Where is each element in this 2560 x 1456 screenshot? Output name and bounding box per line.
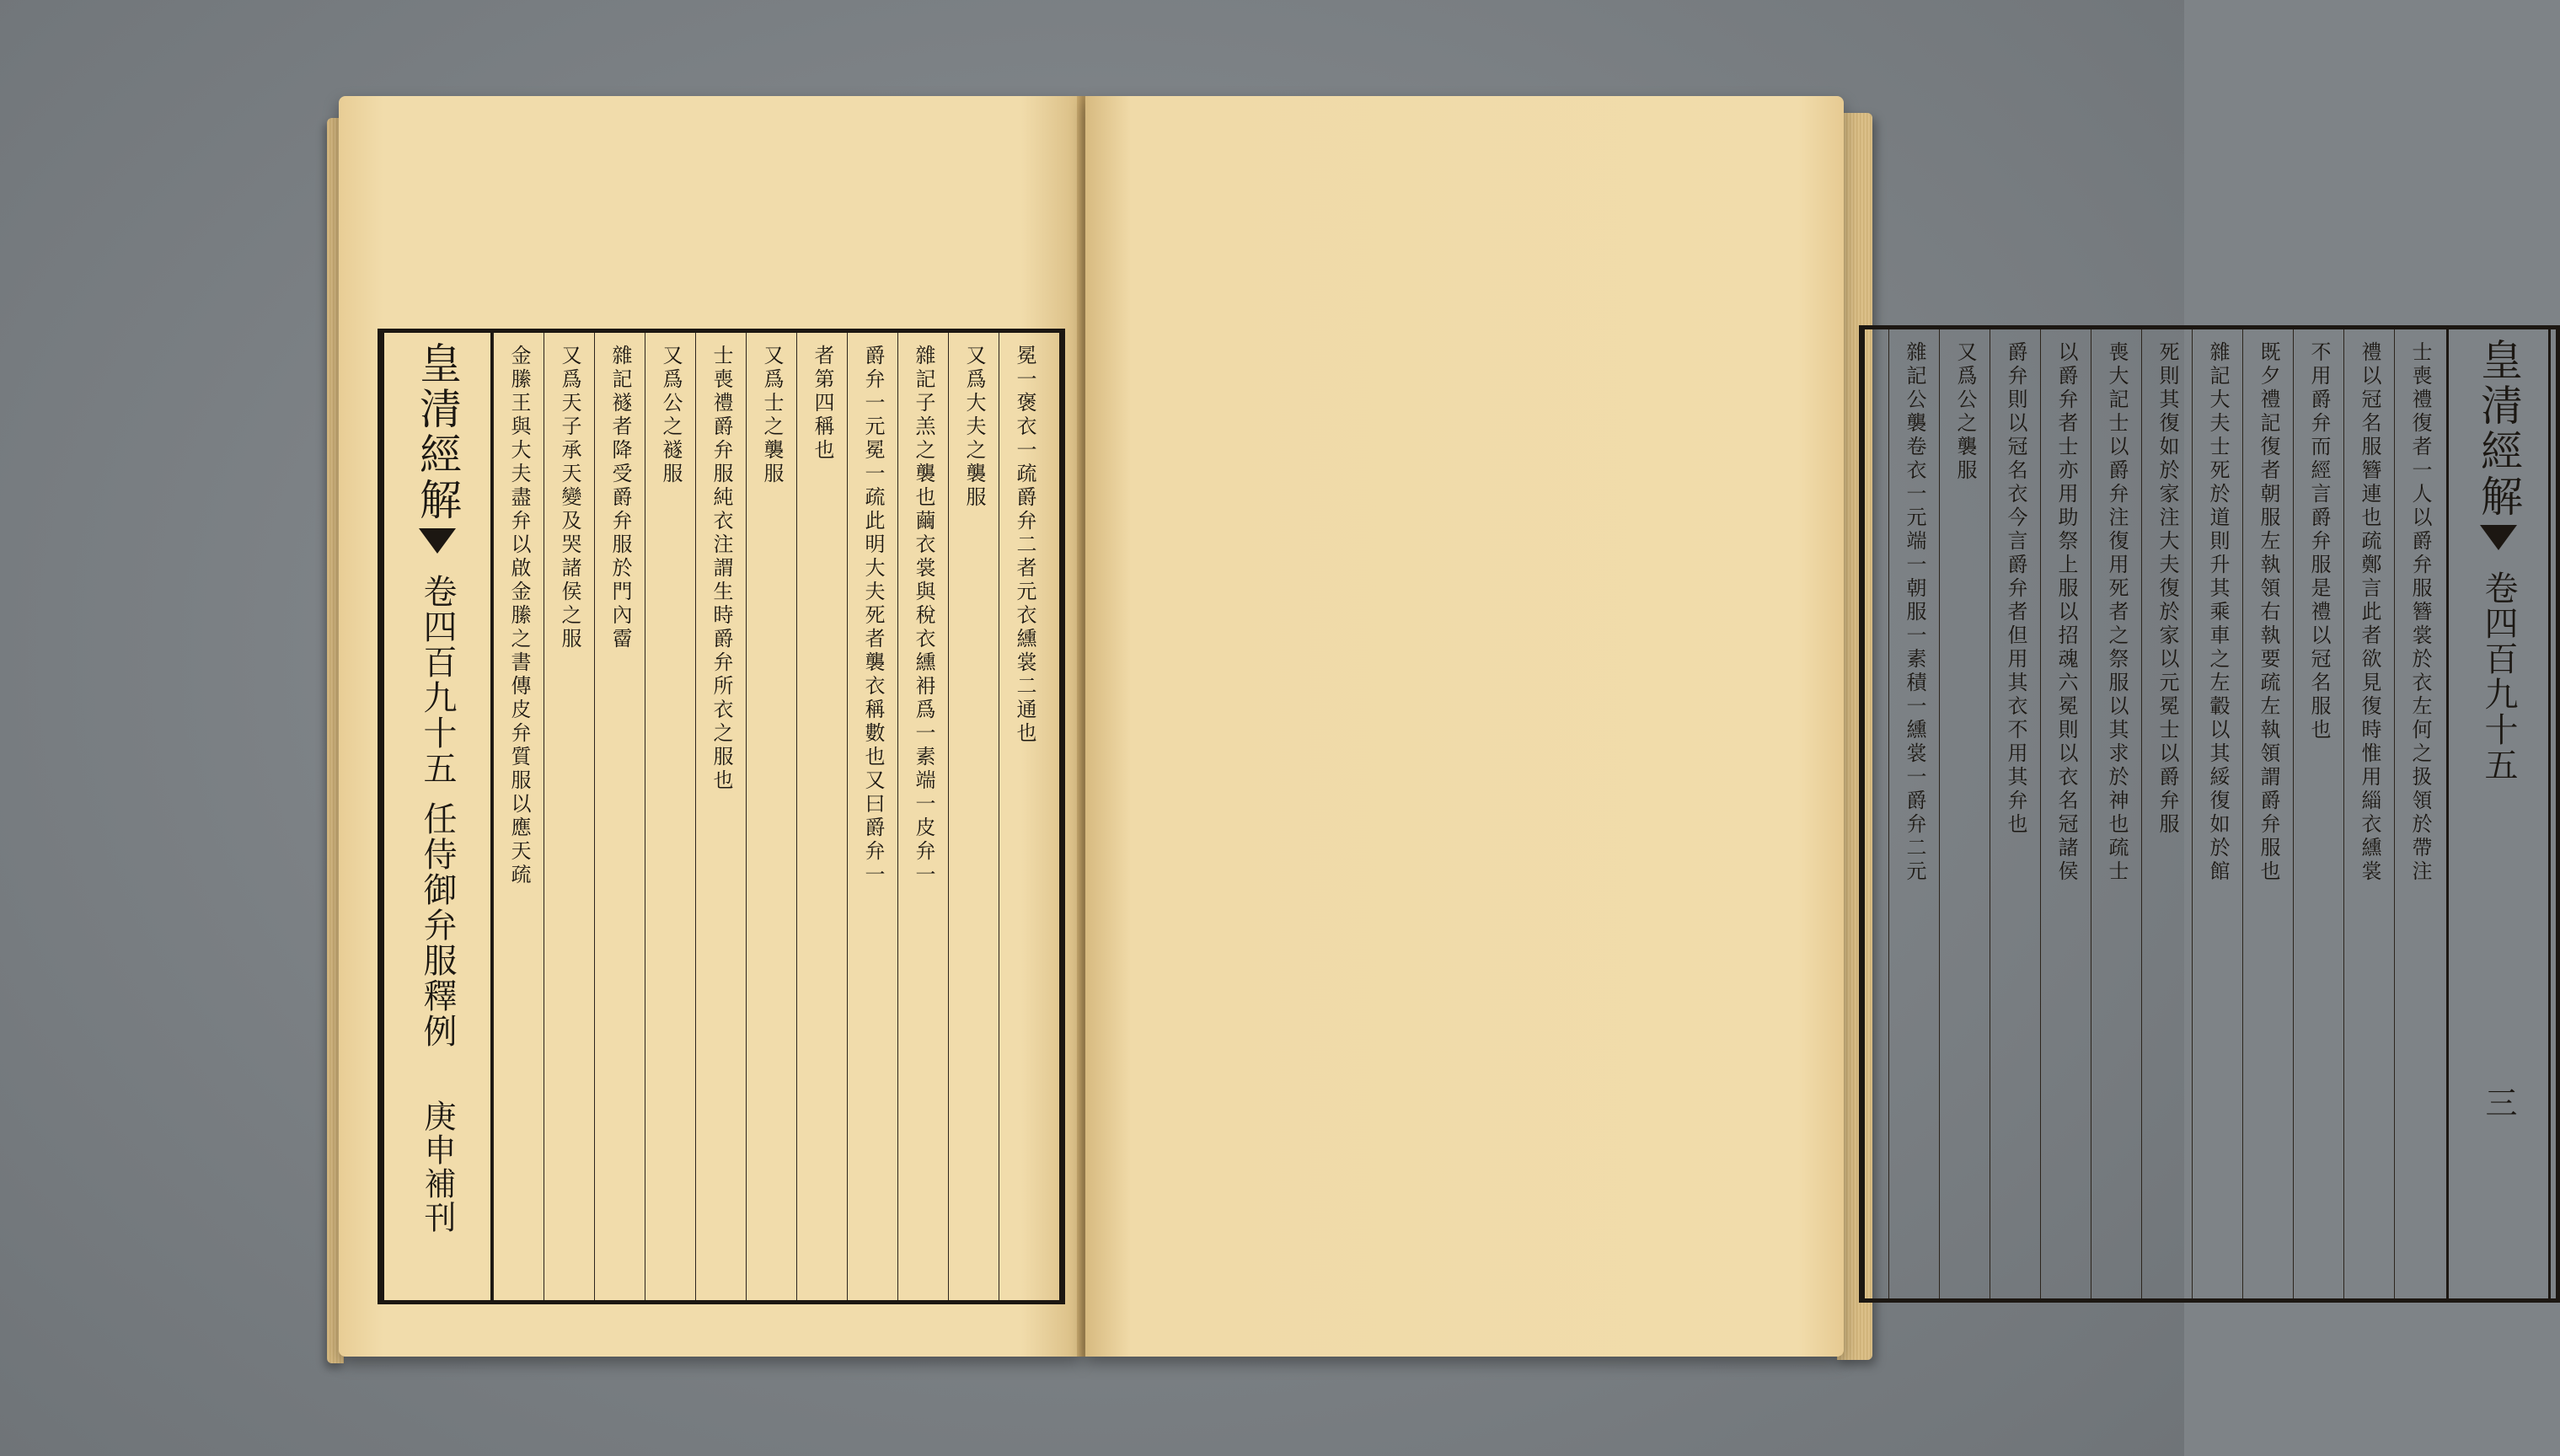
right-page-banner: [2446, 329, 2551, 1298]
left-page-text-frame: [378, 329, 1065, 1304]
right-col-10: [1939, 329, 1990, 1298]
fishtail-mark: [2480, 525, 2517, 550]
column-text: 冕一褒衣一疏爵弁二者元衣纁裳二通也: [1013, 345, 1036, 746]
column-text: 士喪禮爵弁服純衣注謂生時爵弁所衣之服也: [710, 345, 733, 793]
left-col-1: [999, 333, 1050, 1300]
column-text: 既夕禮記復者朝服左執領右執要疏左執領謂爵弁服也: [2257, 341, 2280, 884]
right-page-text-frame: [1859, 325, 2560, 1303]
open-book: [327, 84, 2523, 1373]
column-text: 爵弁則以冠名衣今言爵弁者但用其衣不用其弁也: [2004, 341, 2027, 837]
right-col-9: [1990, 329, 2041, 1298]
left-col-5: [796, 333, 848, 1300]
column-text: 雜記大夫士死於道則升其乘車之左轂以其綏復如於館: [2206, 341, 2230, 884]
left-col-8: [645, 333, 696, 1300]
left-col-6: [746, 333, 797, 1300]
left-col-11: [493, 333, 544, 1300]
right-col-5: [2192, 329, 2243, 1298]
column-text: 又爲公之襲服: [1953, 341, 1977, 483]
column-text: 爵弁一元冕一疏此明大夫死者襲衣稱數也又曰爵弁一: [861, 345, 885, 887]
left-col-2: [948, 333, 999, 1300]
left-page-banner: [382, 333, 493, 1300]
volume-label: 卷四百九十五: [2479, 570, 2518, 783]
fishtail-mark: [419, 528, 456, 554]
column-text: 喪大記士以爵弁注復用死者之祭服以其求於神也疏士: [2105, 341, 2129, 884]
reprint-note: 庚申補刊: [419, 1100, 456, 1234]
column-text: 又爲士之襲服: [760, 345, 784, 486]
right-col-6: [2141, 329, 2193, 1298]
right-col-11: [1888, 329, 1940, 1298]
left-page: [339, 96, 1080, 1357]
left-col-4: [847, 333, 898, 1300]
left-col-7: [695, 333, 747, 1300]
left-col-3: [897, 333, 949, 1300]
volume-label: 卷四百九十五: [418, 574, 457, 786]
column-text: 金縢王與大夫盡弁以啟金縢之書傳皮弁質服以應天疏: [507, 345, 531, 887]
right-col-2: [2343, 329, 2395, 1298]
right-col-1: [2394, 329, 2445, 1298]
column-text: 禮以冠名服簪連也疏鄭言此者欲見復時惟用緇衣纁裳: [2358, 341, 2381, 884]
column-text: 又爲天子承天變及哭諸侯之服: [558, 345, 581, 651]
left-col-10: [544, 333, 595, 1300]
column-text: 者第四稱也: [811, 345, 834, 463]
section-label: 任侍御弁服釋例: [418, 801, 457, 1049]
right-col-7: [2091, 329, 2142, 1298]
column-text: 雜記公襲卷衣一元端一朝服一素積一纁裳一爵弁二元: [1903, 341, 1926, 884]
column-text: 又爲大夫之襲服: [962, 345, 986, 510]
book-title: 皇清經解: [2474, 338, 2523, 520]
column-text: 又爲公之襚服: [659, 345, 683, 486]
right-col-4: [2242, 329, 2294, 1298]
column-text: 雜記子羔之襲也繭衣裳與稅衣纁衻爲一素端一皮弁一: [912, 345, 935, 887]
column-text: 不用爵弁而經言爵弁服是禮以冠名服也: [2307, 341, 2331, 742]
right-col-8: [2040, 329, 2091, 1298]
book-title: 皇清經解: [413, 341, 462, 523]
column-text: 士喪禮復者一人以爵弁服簪裳於衣左何之扱領於帶注: [2408, 341, 2432, 884]
column-text: 雜記襚者降受爵弁服於門內霤: [608, 345, 632, 651]
folio-number: 三: [2480, 1086, 2517, 1120]
right-page: [1085, 96, 2523, 1357]
column-text: 以爵弁者士亦用助祭上服以招魂六冕則以衣名冠諸侯: [2054, 341, 2078, 884]
right-col-3: [2293, 329, 2344, 1298]
left-col-9: [594, 333, 645, 1300]
column-text: 死則其復如於家注大夫復於家以元冕士以爵弁服: [2156, 341, 2179, 837]
